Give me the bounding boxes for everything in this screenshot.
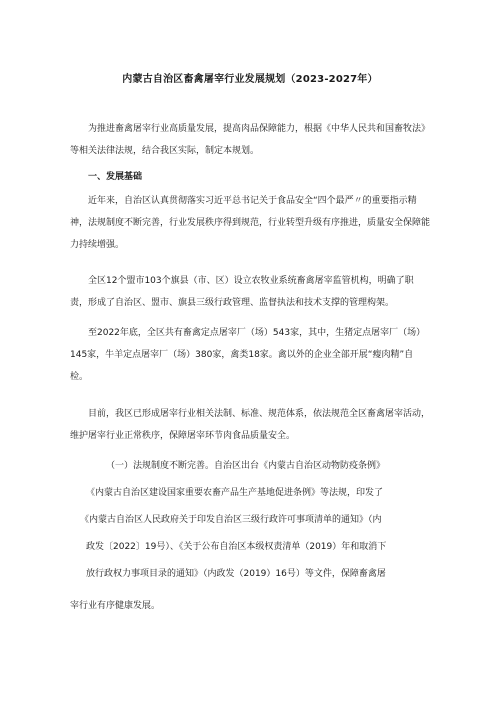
paragraph-line-6: 宰行业有序健康发展。	[70, 601, 161, 611]
paragraph-line-4: 政发〔2022〕19号）、《关于公布自治区本级权责清单（2019）年和取消下	[86, 542, 387, 552]
paragraph-line-5: 放行政权力事项目录的通知》（内政发（2019）16号）等文件，保障畜禽屠	[86, 569, 386, 579]
intro-paragraph: 为推进畜禽屠宰行业高质量发展，提高肉品保障能力，根据《中华人民共和国畜牧法》等相关法律法规，结合我区实际，制定本规划。	[70, 124, 431, 156]
paragraph-line-1: （一）法规制度不断完善。自治区出台《内蒙古自治区动物防疫条例》	[106, 461, 386, 471]
document-title: 内蒙古自治区畜禽屠宰行业发展规划（2023-2027年）	[122, 74, 378, 85]
paragraph-regulatory-agencies: 全区12个盟市103个旗县（市、区）设立农牧业系统畜禽屠宰监管机构，明确了职责，形成了自治区、盟市、旗县三级行政管理、监督执法和技术支撑的管理构架。	[70, 276, 414, 308]
paragraph-slaughterhouse-statistics: 至2022年底，全区共有畜禽定点屠宰厂（场）543家，其中，生猪定点屠宰厂（场）145家，牛羊定点屠宰厂（场）380家，禽类18家。禽以外的企业全部开展“瘦肉精”自检。	[70, 328, 426, 382]
paragraph-line-2: 《内蒙古自治区建设国家重要农畜产品生产基地促进条例》等法规，印发了	[86, 488, 384, 498]
paragraph-line-3: 《内蒙古自治区人民政府关于印发自治区三级行政许可事项清单的通知》（内	[80, 515, 382, 525]
paragraph-development-overview: 近年来，自治区认真贯彻落实习近平总书记关于食品安全“四个最严〃的重要指示精神，法规制度不断完善，行业发展秩序得到规范，行业转型升级有序推进，质量安全保障能力持续增强。	[70, 196, 431, 250]
section-heading: 一、发展基础	[88, 172, 143, 182]
paragraph-system-status: 目前，我区已形成屠宰行业相关法制、标准、规范体系，依法规范全区畜禽屠宰活动，维护屠宰行业正常秩序，保障屠宰环节肉食品质量安全。	[70, 409, 431, 441]
